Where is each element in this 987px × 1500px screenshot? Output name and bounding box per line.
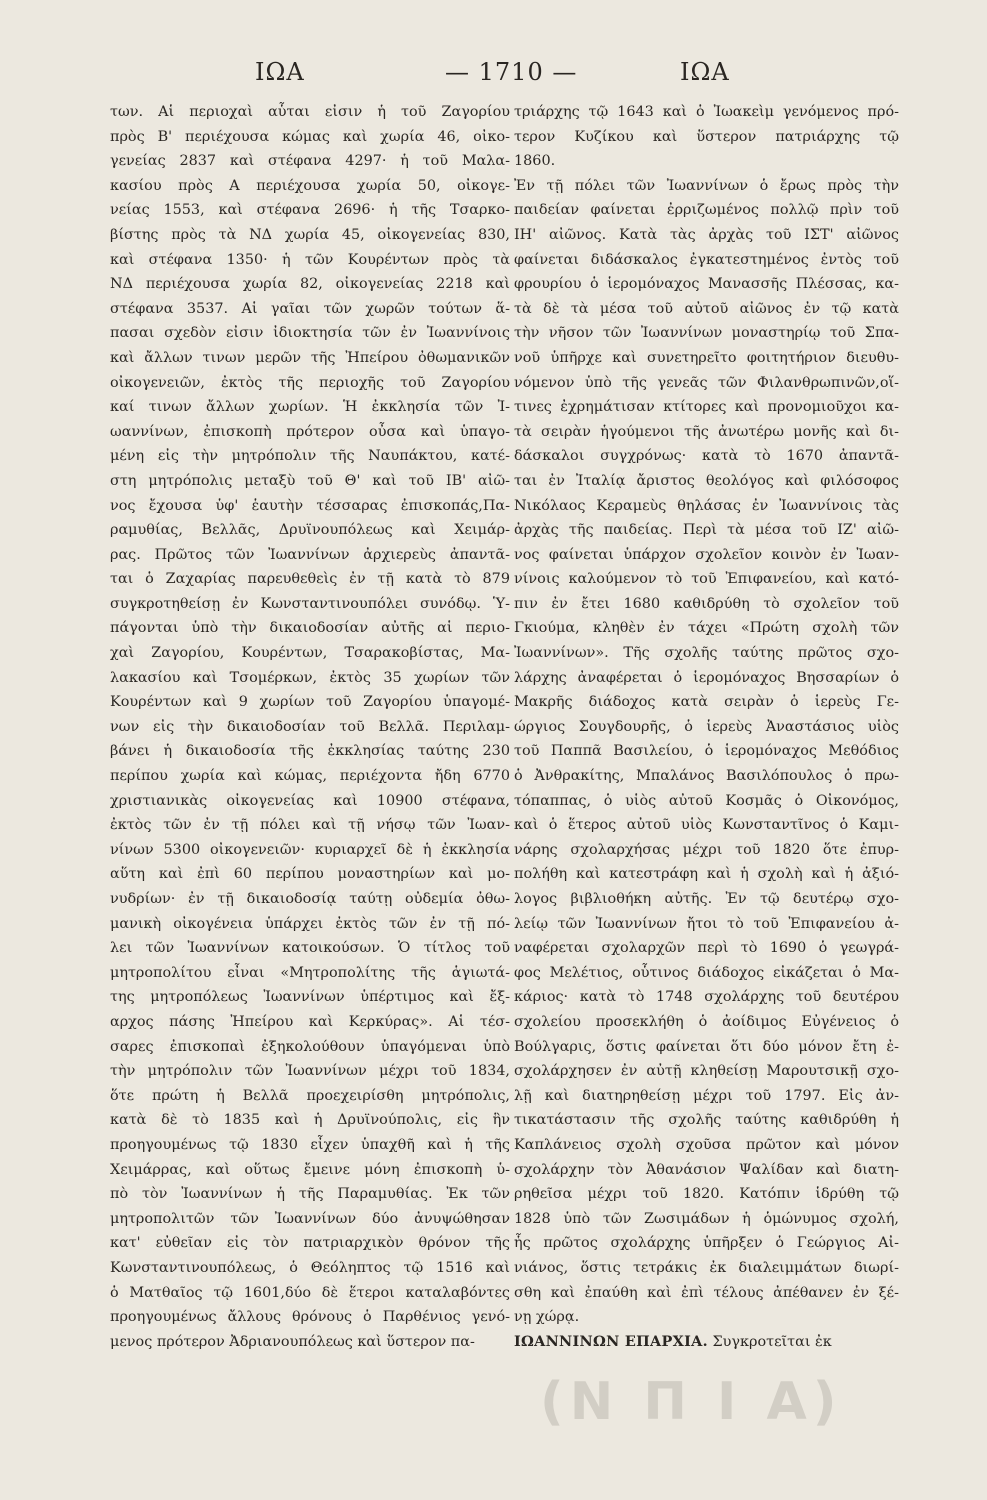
left-column bbox=[110, 100, 510, 1354]
text-line: τινες ἐχρημάτισαν κτίτορες καὶ προνομιοῦχοι κα- bbox=[514, 399, 899, 416]
text-line: τὴν μητρόπολιν τῶν Ἰωαννίνων μέχρι τοῦ 1834, bbox=[110, 1063, 510, 1080]
text-line: βάνει ἡ δικαιοδοσία τῆς ἐκκλησίας ταύτης 230 bbox=[110, 743, 510, 760]
text-line: λείῳ τῶν Ἰωαννίνων ἤτοι τὸ τοῦ Ἐπιφανείου ἀ- bbox=[514, 915, 899, 932]
text-line: Μακρῆς διάδοχος κατὰ σειρὰν ὁ ἱερεὺς Γε- bbox=[514, 694, 899, 711]
text-line: ωαννίνων, ἐπισκοπὴ πρότερον οὖσα καὶ ὑπαγο- bbox=[110, 423, 510, 440]
text-line: τὰ σειρὰν ἡγούμενοι τῆς ἀνωτέρω μονῆς καὶ δι- bbox=[514, 423, 899, 440]
text-line: λογος βιβλιοθήκη αὐτῆς. Ἐν τῷ δευτέρῳ σχο- bbox=[514, 891, 899, 907]
text-line: τόπαππας, ὁ υἱὸς αὐτοῦ Κοσμᾶς ὁ Οἰκονόμος, bbox=[514, 792, 899, 809]
text-line: ναφέρεται σχολαρχῶν περὶ τὸ 1690 ὁ γεωγρά- bbox=[514, 940, 899, 957]
text-line: ὅτε πρώτη ἡ Βελλᾶ προεχειρίσθη μητρόπολις, bbox=[110, 1087, 510, 1104]
text-line: τὴν νῆσον τῶν Ἰωαννίνων μοναστηρίῳ τοῦ Σπα- bbox=[514, 325, 899, 342]
text-line: ραμυθίας, Βελλᾶς, Δρυϊνουπόλεως καὶ Χειμάρ- bbox=[110, 522, 510, 539]
text-line: αὕτη καὶ ἐπὶ 60 περίπου μοναστηρίων καὶ μο- bbox=[110, 866, 510, 883]
text-line: νος ἔχουσα ὑφ' ἑαυτὴν τέσσαρας ἐπισκοπάς,Πα- bbox=[110, 497, 510, 514]
text-line: Κουρέντων καὶ 9 χωρίων τοῦ Ζαγορίου ὑπαγομέ- bbox=[110, 694, 510, 711]
text-line: ρας. Πρῶτος τῶν Ἰωαννίνων ἀρχιερεὺς ἀπαντᾶ- bbox=[110, 546, 510, 563]
text-line: της μητροπόλεως Ἰωαννίνων ὑπέρτιμος καὶ ἔξ- bbox=[110, 989, 510, 1006]
text-line: Καπλάνειος σχολὴ σχοῦσα πρῶτον καὶ μόνον bbox=[514, 1136, 899, 1153]
text-line: Ἐν τῇ πόλει τῶν Ἰωαννίνων ὁ ἔρως πρὸς τὴν bbox=[514, 177, 899, 194]
section-heading-line bbox=[514, 1330, 899, 1355]
page-number: — 1710 — bbox=[445, 58, 578, 86]
text-line: των. Αἱ περιοχαὶ αὗται εἰσιν ἡ τοῦ Ζαγορίου bbox=[110, 104, 510, 120]
text-line: νόμενον ὑπὸ τῆς γενεᾶς τῶν Φιλανθρωπινῶν,οἵ- bbox=[514, 374, 899, 391]
text-line: Βούλγαρις, ὅστις φαίνεται ὅτι δύο μόνον ἔτη ἐ- bbox=[514, 1038, 899, 1055]
text-line: προηγουμένως ἄλλους θρόνους ὁ Παρθένιος γενό- bbox=[110, 1309, 510, 1326]
text-line: καί τινων ἄλλων χωρίων. Ἡ ἐκκλησία τῶν Ἰ- bbox=[110, 399, 510, 416]
text-line: νάρης σχολαρχήσας μέχρι τοῦ 1820 ὅτε ἐπυρ- bbox=[514, 841, 899, 858]
text-line: φος Μελέτιος, οὗτινος διάδοχος εἰκάζεται ὁ Μα- bbox=[514, 964, 899, 981]
text-line: ἐκτὸς τῶν ἐν τῇ πόλει καὶ τῇ νήσῳ τῶν Ἰωαν- bbox=[110, 817, 510, 834]
text-line: κασίου πρὸς Α περιέχουσα χωρία 50, οἰκογε- bbox=[110, 177, 510, 194]
text-line: 1860. bbox=[514, 153, 556, 170]
text-line: σχολείου προσεκλήθη ὁ ἀοίδιμος Εὐγένειος ὁ bbox=[514, 1013, 899, 1030]
text-line: Νικόλαος Κεραμεὺς θηλάσας ἐν Ἰωαννίνοις τὰς bbox=[514, 497, 899, 514]
text-line: προηγουμένως τῷ 1830 εἶχεν ὑπαχθῆ καὶ ἡ τῆς bbox=[110, 1136, 510, 1153]
text-line: τικατάστασιν τῆς σχολῆς ταύτης καθιδρύθη ἡ bbox=[514, 1112, 899, 1129]
text-line: καὶ ἄλλων τινων μερῶν τῆς Ἠπείρου ὀθωμανικῶν bbox=[110, 349, 510, 366]
header-right-word: ΙΩΑ bbox=[680, 58, 730, 86]
section-heading-text: Συγκροτεῖται ἐκ bbox=[707, 1333, 832, 1350]
text-line: λει τῶν Ἰωαννίνων κατοικούσων. Ὁ τίτλος τοῦ bbox=[110, 940, 510, 957]
text-line: στέφανα 3537. Αἱ γαῖαι τῶν χωρῶν τούτων ἅ- bbox=[110, 300, 510, 317]
text-line: νοῦ ὑπῆρχε καὶ συνετηρεῖτο φοιτητήριον διευθυ- bbox=[514, 349, 899, 366]
text-line: βίστης πρὸς τὰ ΝΔ χωρία 45, οἰκογενείας 830, bbox=[110, 226, 510, 243]
text-line: νιάνος, ὅστις τετράκις ἐκ διαλειμμάτων διωρί- bbox=[514, 1259, 899, 1276]
text-line: σθη καὶ ἐπαύθη καὶ ἐπὶ τέλους ἀπέθανεν ἐν ξέ- bbox=[514, 1284, 899, 1301]
watermark: (Ν Π Ι Α) bbox=[540, 1372, 843, 1432]
text-line: σχολάρχην τὸν Ἀθανάσιον Ψαλίδαν καὶ διατη- bbox=[514, 1161, 899, 1178]
text-line: σαρες ἐπισκοπαὶ ἐξηκολούθουν ὑπαγόμεναι ὑπὸ bbox=[110, 1038, 510, 1055]
text-line: πιν ἐν ἔτει 1680 καθιδρύθη τὸ σχολεῖον τοῦ bbox=[514, 595, 899, 612]
text-line: μενος πρότερον Ἀδριανουπόλεως καὶ ὕστερον πα- bbox=[110, 1333, 475, 1350]
text-line: μανικὴ οἰκογένεια ὑπάρχει ἐκτὸς τῶν ἐν τῇ πό- bbox=[110, 915, 510, 932]
text-line: στη μητρόπολις μεταξὺ τοῦ Θ' καὶ τοῦ ΙΒ' αἰῶ- bbox=[110, 472, 510, 489]
text-line: καὶ στέφανα 1350· ἡ τῶν Κουρέντων πρὸς τὰ bbox=[110, 251, 510, 268]
text-line: ὁ Ἀνθρακίτης, Μπαλάνος Βασιλόπουλος ὁ πρω- bbox=[514, 768, 899, 785]
text-line: σχολάρχησεν ἐν αὐτῇ κληθείσῃ Μαρουτσικῇ σχο- bbox=[514, 1063, 899, 1080]
text-line: πρὸς Β' περιέχουσα κώμας καὶ χωρία 46, οἰκο- bbox=[110, 128, 510, 145]
text-line: μητροπολιτῶν τῶν Ἰωαννίνων δύο ἀνυψώθησαν bbox=[110, 1210, 510, 1227]
text-line: λάρχης ἀναφέρεται ὁ ἱερομόναχος Βησσαρίων ὁ bbox=[514, 669, 899, 686]
text-line: μητροπολίτου εἶναι «Μητροπολίτης τῆς ἁγιωτά- bbox=[110, 964, 510, 981]
text-line: καὶ ὁ ἕτερος αὐτοῦ υἱὸς Κωνσταντῖνος ὁ Καμι- bbox=[514, 817, 899, 834]
text-line: κατὰ δὲ τὸ 1835 καὶ ἡ Δρυϊνούπολις, εἰς ἣν bbox=[110, 1112, 510, 1129]
text-line: πασαι σχεδὸν εἰσιν ἰδιοκτησία τῶν ἐν Ἰωαννίνοις bbox=[110, 325, 510, 342]
text-line: φαίνεται διδάσκαλος ἐγκατεστημένος ἐντὸς τοῦ bbox=[514, 251, 899, 268]
text-line: νίνοις καλούμενον τὸ τοῦ Ἐπιφανείου, καὶ κατό- bbox=[514, 571, 899, 588]
text-line: λῇ καὶ διατηρηθείσῃ μέχρι τοῦ 1797. Εἰς ἀν- bbox=[514, 1087, 899, 1104]
text-line: νείας 1553, καὶ στέφανα 2696· ἡ τῆς Τσαρκο- bbox=[110, 202, 510, 219]
text-line: περίπου χωρία καὶ κώμας, περιέχοντα ἤδη 6770 bbox=[110, 768, 510, 785]
text-line: παιδείαν φαίνεται ἐρριζωμένος πολλῷ πρὶν τοῦ bbox=[514, 202, 899, 219]
text-line: νίνων 5300 οἰκογενειῶν· κυριαρχεῖ δὲ ἡ ἐκκλησία bbox=[110, 841, 510, 858]
text-line: 1828 ὑπὸ τῶν Ζωσιμάδων ἡ ὁμώνυμος σχολή, bbox=[514, 1210, 899, 1227]
text-line: ὁ Ματθαῖος τῷ 1601,δύο δὲ ἕτεροι καταλαβόντες bbox=[110, 1284, 510, 1301]
text-line: ΙΗ' αἰῶνος. Κατὰ τὰς ἀρχὰς τοῦ ΙΣΤ' αἰῶνος bbox=[514, 226, 899, 243]
section-heading: ΙΩΑΝΝΙΝΩΝ ΕΠΑΡΧΙΑ. bbox=[514, 1332, 708, 1350]
text-line: οἰκογενειῶν, ἐκτὸς τῆς περιοχῆς τοῦ Ζαγορίου bbox=[110, 374, 510, 391]
text-line: ρηθεῖσα μέχρι τοῦ 1820. Κατόπιν ἱδρύθη τῷ bbox=[514, 1186, 899, 1203]
text-line: Γκιούμα, κληθὲν ἐν τάχει «Πρώτη σχολὴ τῶν bbox=[514, 620, 899, 637]
text-line: μένη εἰς τὴν μητρόπολιν τῆς Ναυπάκτου, κατέ- bbox=[110, 448, 510, 465]
text-line: γενείας 2837 καὶ στέφανα 4297· ἡ τοῦ Μαλα- bbox=[110, 153, 510, 170]
right-column bbox=[514, 100, 899, 1354]
text-line: χριστιανικὰς οἰκογενείας καὶ 10900 στέφανα, bbox=[110, 792, 510, 809]
text-line: αρχος πάσης Ἠπείρου καὶ Κερκύρας». Αἱ τέσ- bbox=[110, 1013, 510, 1030]
text-line: νων εἰς τὴν δικαιοδοσίαν τοῦ Βελλᾶ. Περιλαμ- bbox=[110, 718, 510, 735]
text-line: πάγονται ὑπὸ τὴν δικαιοδοσίαν αὐτῆς αἱ περιο- bbox=[110, 620, 510, 637]
text-line: κατ' εὐθεῖαν εἰς τὸν πατριαρχικὸν θρόνον τῆς bbox=[110, 1235, 510, 1252]
text-line: ώργιος Σουγδουρῆς, ὁ ἱερεὺς Ἀναστάσιος υἱὸς bbox=[514, 718, 899, 735]
text-line: συγκροτηθείσῃ ἐν Κωνσταντινουπόλει συνόδῳ. Ὑ- bbox=[110, 595, 510, 612]
text-line: ἀρχὰς τῆς παιδείας. Περὶ τὰ μέσα τοῦ ΙΖ' αἰῶ- bbox=[514, 522, 899, 539]
text-line: τοῦ Παππᾶ Βασιλείου, ὁ ἱερομόναχος Μεθόδιος bbox=[514, 743, 899, 760]
text-line: πὸ τὸν Ἰωαννίνων ἡ τῆς Παραμυθίας. Ἐκ τῶν bbox=[110, 1186, 510, 1203]
header-left-word: ΙΩΑ bbox=[255, 58, 305, 86]
text-line: χαὶ Ζαγορίου, Κουρέντων, Τσαρακοβίστας, Μα- bbox=[110, 645, 510, 662]
text-line: ται ἐν Ἰταλίᾳ ἄριστος θεολόγος καὶ φιλόσοφος bbox=[514, 472, 899, 489]
text-line: Χειμάρρας, καὶ οὕτως ἔμεινε μόνη ἐπισκοπὴ ὑ- bbox=[110, 1161, 510, 1178]
text-line: νῃ χώρᾳ. bbox=[514, 1309, 580, 1326]
text-line: τερον Κυζίκου καὶ ὕστερον πατριάρχης τῷ bbox=[514, 128, 899, 145]
text-line: νυδρίων· ἐν τῇ δικαιοδοσίᾳ ταύτῃ οὐδεμία ὀθω- bbox=[110, 891, 510, 907]
text-line: φρουρίου ὁ ἱερομόναχος Μανασσῆς Πλέσσας, κα- bbox=[514, 276, 899, 293]
text-line: πολήθη καὶ κατεστράφη καὶ ἡ σχολὴ καὶ ἡ ἀξιό- bbox=[514, 866, 899, 883]
text-line: ται ὁ Ζαχαρίας παρευθεθεὶς ἐν τῇ κατὰ τὸ 879 bbox=[110, 571, 510, 588]
page-header bbox=[110, 58, 880, 98]
text-line: Κωνσταντινουπόλεως, ὁ Θεόληπτος τῷ 1516 καὶ bbox=[110, 1259, 510, 1276]
text-line: δάσκαλοι συγχρόνως· κατὰ τὸ 1670 ἀπαντᾶ- bbox=[514, 448, 899, 465]
text-line: ἧς πρῶτος σχολάρχης ὑπῆρξεν ὁ Γεώργιος Αἰ- bbox=[514, 1235, 899, 1252]
text-line: κάριος· κατὰ τὸ 1748 σχολάρχης τοῦ δευτέρου bbox=[514, 989, 899, 1006]
text-line: νος φαίνεται ὑπάρχον σχολεῖον κοινὸν ἐν Ἰωαν- bbox=[514, 546, 899, 563]
text-line: τριάρχης τῷ 1643 καὶ ὁ Ἰωακεὶμ γενόμενος πρό- bbox=[514, 104, 899, 120]
text-line: τὰ δὲ τὰ μέσα τοῦ αὐτοῦ αἰῶνος ἐν τῷ κατὰ bbox=[514, 300, 899, 317]
text-line: Ἰωαννίνων». Τῆς σχολῆς ταύτης πρῶτος σχο- bbox=[514, 645, 899, 662]
text-line: ΝΔ περιέχουσα χωρία 82, οἰκογενείας 2218 καὶ bbox=[110, 276, 510, 293]
text-line: λακασίου καὶ Τσομέρκων, ἐκτὸς 35 χωρίων τῶν bbox=[110, 669, 510, 686]
